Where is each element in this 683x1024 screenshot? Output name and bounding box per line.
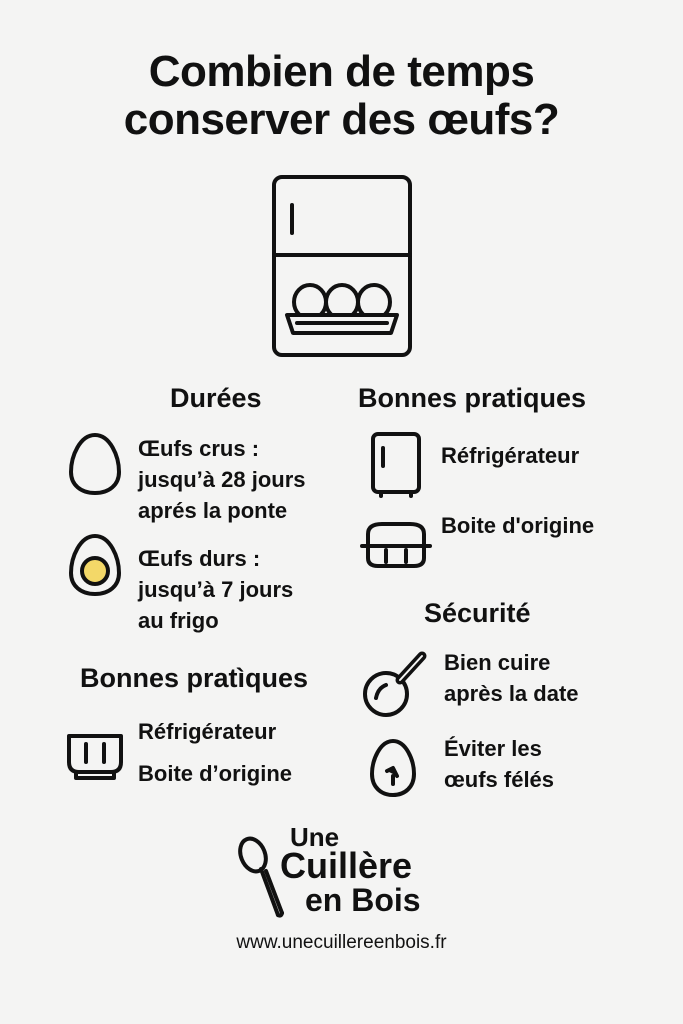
logo-line-3: en Bois bbox=[305, 882, 421, 918]
title-line-2: conserver des œufs? bbox=[123, 95, 560, 144]
fridge-text-left: Réfrigérateur bbox=[138, 719, 277, 744]
bonnes-pratiques-heading-left: Bonnes pratìques bbox=[80, 663, 309, 693]
wooden-spoon-icon bbox=[236, 835, 286, 919]
securite-heading: Sécurité bbox=[424, 598, 531, 628]
fridge-text-right: Réfrigérateur bbox=[441, 443, 580, 468]
boiled-egg-icon bbox=[68, 533, 122, 597]
bonnes-pratiques-heading-right: Bonnes pratiques bbox=[358, 383, 587, 413]
page-title bbox=[0, 48, 683, 144]
egg-box-icon bbox=[360, 520, 432, 570]
logo-line-2: Cuillère bbox=[280, 845, 413, 886]
boiled-eggs-text: Œufs durs : jusqu’à 7 jours au frigo bbox=[138, 546, 294, 633]
box-text-left: Boite d’origine bbox=[138, 761, 292, 786]
raw-egg-icon bbox=[68, 432, 122, 496]
cook-text: Bien cuire après la date bbox=[444, 650, 579, 706]
egg-tray-icon bbox=[66, 730, 124, 782]
frying-pan-icon bbox=[362, 648, 434, 720]
durees-heading: Durées bbox=[170, 383, 262, 413]
box-text-right: Boite d'origine bbox=[441, 513, 595, 538]
raw-eggs-text: Œufs crus : jusqu’à 28 jours aprés la ponte bbox=[138, 436, 306, 523]
avoid-text: Éviter les œufs félés bbox=[444, 736, 555, 792]
fridge-with-eggs-icon bbox=[272, 175, 412, 357]
title-line-1: Combien de temps bbox=[148, 47, 535, 96]
website-link[interactable]: www.unecuillereenbois.fr bbox=[236, 932, 447, 953]
cracked-egg-icon bbox=[369, 738, 417, 798]
logo-line-1: Une bbox=[290, 822, 340, 852]
fridge-icon bbox=[371, 432, 421, 498]
